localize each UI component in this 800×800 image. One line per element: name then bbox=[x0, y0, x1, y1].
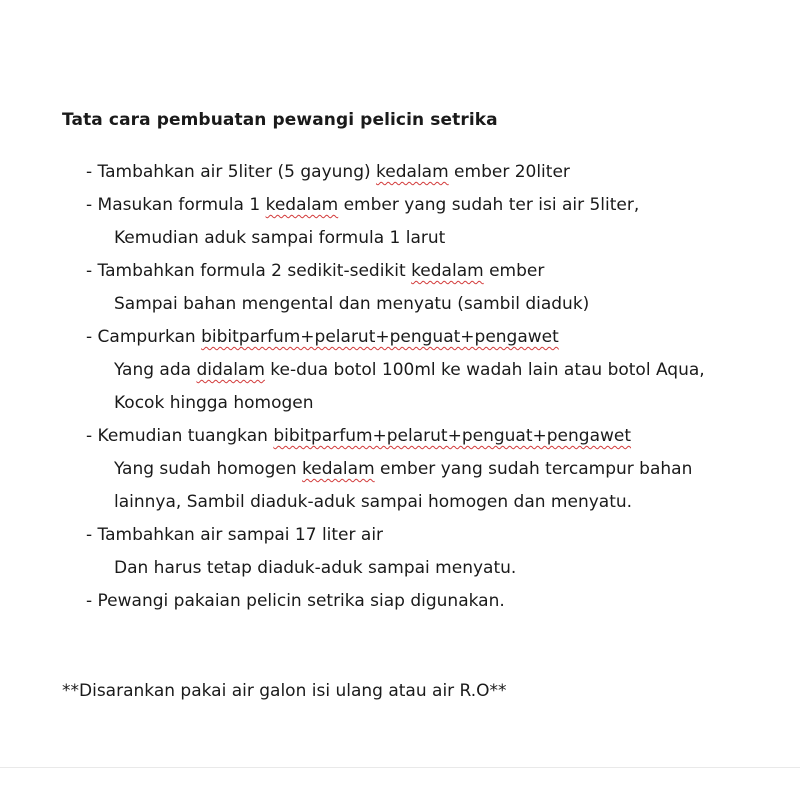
step-5-continuation-1 bbox=[86, 453, 786, 486]
step-5-continuation-2: lainnya, Sambil diaduk-aduk sampai homogen dan menyatu. bbox=[114, 492, 633, 512]
step-4-continuation-1 bbox=[86, 354, 786, 387]
step-4 bbox=[86, 321, 786, 354]
steps-list bbox=[86, 156, 786, 618]
step-4b-text-c: ke-dua botol 100ml ke wadah lain atau botol Aqua, bbox=[264, 360, 705, 380]
step-1 bbox=[86, 156, 786, 189]
recommendation-note: **Disarankan pakai air galon isi ulang atau air R.O** bbox=[62, 681, 507, 701]
misspelled-word: kedalam bbox=[376, 162, 449, 182]
document-title: Tata cara pembuatan pewangi pelicin setrika bbox=[62, 110, 498, 130]
misspelled-word: kedalam bbox=[411, 261, 484, 281]
step-3-text-a: - Tambahkan formula 2 sedikit-sedikit bbox=[86, 261, 412, 281]
misspelled-word: kedalam bbox=[265, 195, 339, 215]
step-5-text-a: - Kemudian tuangkan bbox=[86, 426, 274, 446]
step-1-text-a: - Tambahkan air 5liter (5 gayung) bbox=[86, 162, 377, 182]
page-divider bbox=[0, 767, 800, 768]
step-3-continuation: Sampai bahan mengental dan menyatu (sambil diaduk) bbox=[114, 294, 590, 314]
step-5b-text-c: ember yang sudah tercampur bahan bbox=[374, 459, 693, 479]
step-1-text-c: ember 20liter bbox=[448, 162, 570, 182]
misspelled-word: didalam bbox=[196, 360, 265, 380]
step-6-continuation: Dan harus tetap diaduk-aduk sampai menyatu. bbox=[114, 558, 517, 578]
step-6: - Tambahkan air sampai 17 liter air bbox=[86, 525, 384, 545]
step-4-continuation-2: Kocok hingga homogen bbox=[114, 393, 314, 413]
misspelled-word: bibitparfum+pelarut+penguat+pengawet bbox=[273, 426, 632, 446]
step-4b-text-a: Yang ada bbox=[114, 360, 197, 380]
misspelled-word: bibitparfum+pelarut+penguat+pengawet bbox=[201, 327, 559, 347]
step-7: - Pewangi pakaian pelicin setrika siap digunakan. bbox=[86, 591, 505, 611]
step-4-text-a: - Campurkan bbox=[86, 327, 202, 347]
misspelled-word: kedalam bbox=[302, 459, 375, 479]
step-3-text-c: ember bbox=[483, 261, 545, 281]
step-2-text-c: ember yang sudah ter isi air 5liter, bbox=[338, 195, 640, 215]
step-2-continuation: Kemudian aduk sampai formula 1 larut bbox=[114, 228, 446, 248]
step-3 bbox=[86, 255, 786, 288]
step-2 bbox=[86, 189, 786, 222]
step-2-text-a: - Masukan formula 1 bbox=[86, 195, 266, 215]
step-5 bbox=[86, 420, 786, 453]
step-5b-text-a: Yang sudah homogen bbox=[114, 459, 303, 479]
